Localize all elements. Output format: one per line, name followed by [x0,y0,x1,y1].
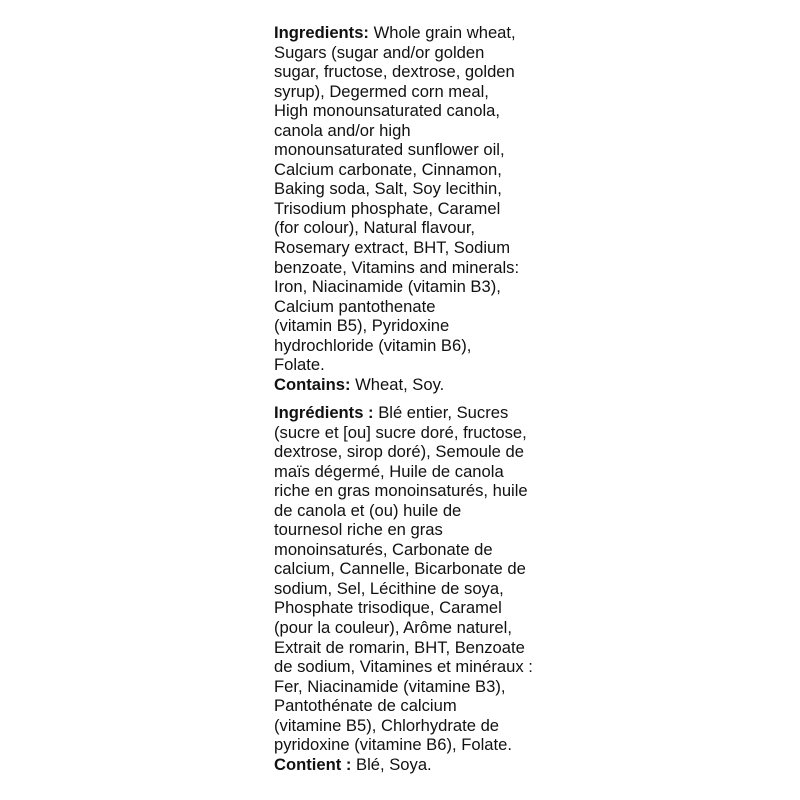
french-ingredients-line: dextrose, sirop doré), Semoule de [274,442,524,462]
french-ingredients-line: de canola et (ou) huile de [274,500,462,520]
french-ingredients-line: monoinsaturés, Carbonate de [274,539,493,559]
english-ingredients-text: Whole grain wheat, [368,23,516,42]
english-ingredients-label: Ingredients: [274,23,369,42]
french-ingredients-line: Phosphate trisodique, Caramel [274,598,502,618]
english-contains-line [274,375,794,395]
french-ingredients-line: Pantothénate de calcium [274,696,457,716]
english-ingredients-line: Baking soda, Salt, Soy lecithin, [274,179,502,199]
english-ingredients-line: Folate. [274,355,325,375]
french-ingredients-block [274,403,794,774]
english-ingredients-line: High monounsaturated canola, [274,101,501,121]
english-contains-label: Contains: [274,374,351,394]
english-ingredients-line: Sugars (sugar and/or golden [274,42,485,62]
french-ingredients-line: tournesol riche en gras [274,520,443,540]
french-contains-label: Contient : [274,754,352,774]
french-contains-line [274,755,794,775]
french-ingredients-label: Ingrédients : [274,403,374,422]
english-ingredients-line-1 [274,23,794,43]
english-ingredients-line: sugar, fructose, dextrose, golden [274,62,515,82]
french-ingredients-line: calcium, Cannelle, Bicarbonate de [274,559,526,579]
english-ingredients-line: monounsaturated sunflower oil, [274,140,505,160]
french-contains-text: Blé, Soya. [351,754,432,774]
french-ingredients-line: maïs dégermé, Huile de canola [274,461,504,481]
english-ingredients-block [274,23,794,394]
french-ingredients-line: Extrait de romarin, BHT, Benzoate [274,637,525,657]
english-ingredients-line: (vitamin B5), Pyridoxine [274,316,450,336]
english-ingredients-line: Calcium pantothenate [274,296,436,316]
french-ingredients-line: (sucre et [ou] sucre doré, fructose, [274,422,527,442]
english-ingredients-line: canola and/or high [274,120,411,140]
french-ingredients-line: (pour la couleur), Arôme naturel, [274,618,512,638]
french-ingredients-line: (vitamine B5), Chlorhydrate de [274,715,500,735]
french-ingredients-line-1 [274,403,794,423]
english-ingredients-line: benzoate, Vitamins and minerals: [274,257,520,277]
french-ingredients-line: riche en gras monoinsaturés, huile [274,481,528,501]
english-ingredients-line: Rosemary extract, BHT, Sodium [274,238,511,258]
french-ingredients-line: Fer, Niacinamide (vitamine B3), [274,676,506,696]
english-contains-text: Wheat, Soy. [350,374,445,394]
french-ingredients-line: sodium, Sel, Lécithine de soya, [274,578,504,598]
english-ingredients-line: syrup), Degermed corn meal, [274,81,489,101]
english-ingredients-line: Trisodium phosphate, Caramel [274,198,501,218]
english-ingredients-line: Iron, Niacinamide (vitamin B3), [274,277,501,297]
french-ingredients-line: de sodium, Vitamines et minéraux : [274,657,533,677]
french-ingredients-line: pyridoxine (vitamine B6), Folate. [274,735,512,755]
english-ingredients-line: (for colour), Natural flavour, [274,218,476,238]
english-ingredients-line: Calcium carbonate, Cinnamon, [274,159,502,179]
english-ingredients-line: hydrochloride (vitamin B6), [274,335,472,355]
french-ingredients-text: Blé entier, Sucres [373,403,509,422]
